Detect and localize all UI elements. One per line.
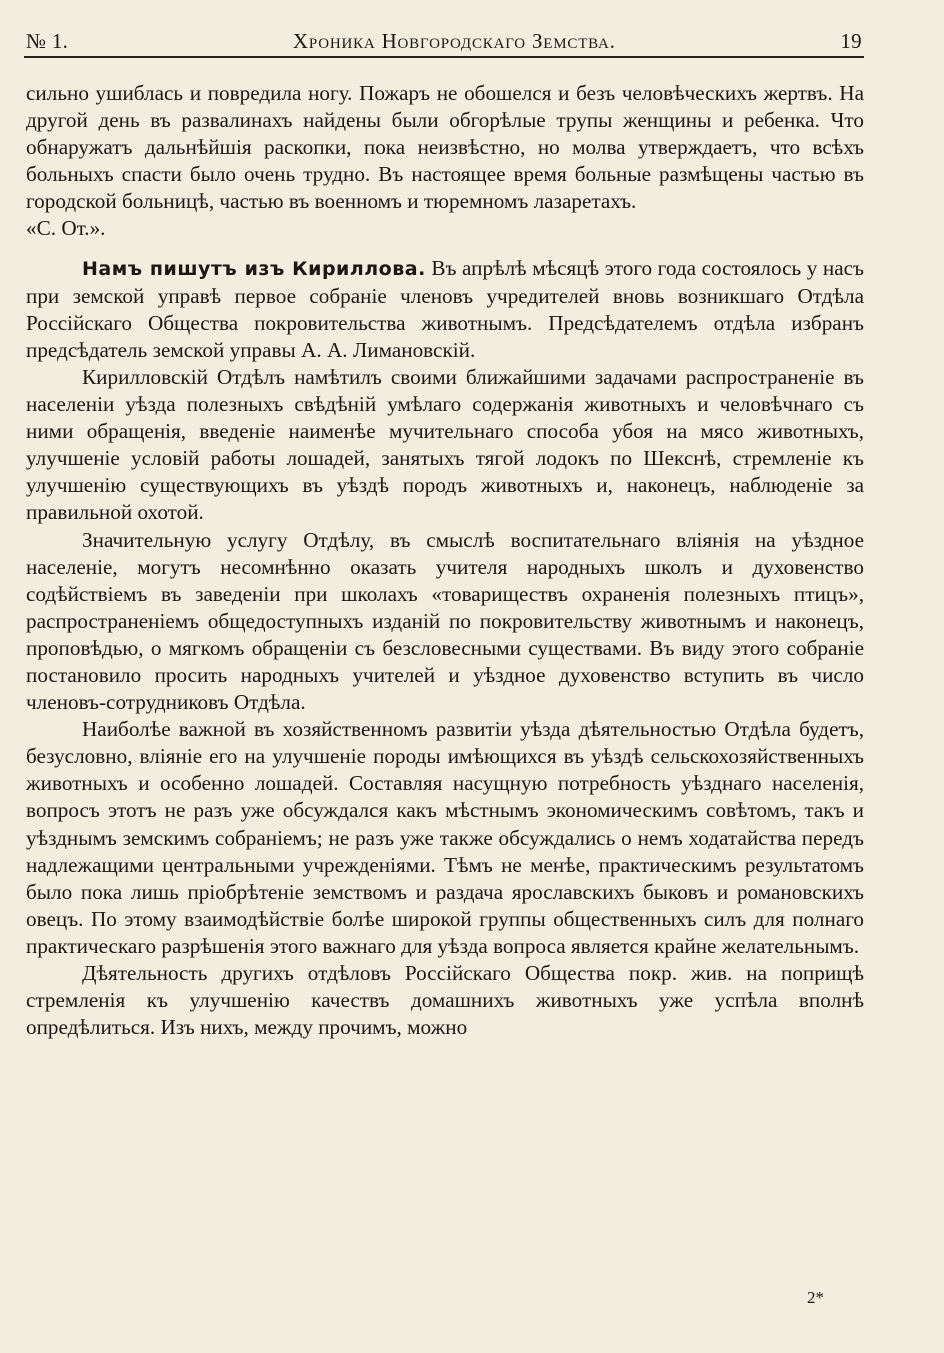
paragraph-livestock-breeding: Наиболѣе важной въ хозяйственномъ развитіи уѣзда дѣятельностью Отдѣла будетъ, безусловно, вліяніе его на улучшеніе породы имѣющихся въ уѣздѣ сельскохозяйственныхъ животныхъ и особенно лошадей. Составляя насущную потребность уѣзднаго населенія, вопросъ этотъ не разъ уже обсуждался какъ мѣстнымъ экономическимъ совѣтомъ, такъ и уѣзднымъ земскимъ собраніемъ; не разъ уже также обсуждались о немъ ходатайства передъ надлежащими центральными учрежденіями. Тѣмъ не менѣе, практическимъ результатомъ было пока лишь пріобрѣтеніе земствомъ и раздача ярославскихъ быковъ и романовскихъ овецъ. По этому взаимодѣйствіе болѣе широкой группы общественныхъ силъ для полнаго практическаго разрѣшенія этого важнаго для уѣзда вопроса является крайне желательнымъ. <box>26 717 864 958</box>
journal-title: Хроника Новгородскаго Земства. <box>292 29 616 53</box>
lead-heading: Намъ пишутъ изъ Кириллова. <box>82 257 426 280</box>
header-rule <box>24 56 864 58</box>
page-number: 19 <box>840 29 862 53</box>
printer-signature-mark: 2* <box>807 1288 824 1307</box>
section-gap <box>26 243 864 255</box>
paragraph-other-departments: Дѣятельность другихъ отдѣловъ Россійскаго Общества покр. жив. на поприщѣ стремленія къ улучшенію качествъ домашнихъ животныхъ уже успѣла вполнѣ опредѣлиться. Изъ нихъ, между прочимъ, можно <box>26 961 864 1040</box>
paragraph-fire-report: сильно ушиблась и повредила ногу. Пожаръ не обошелся и безъ человѣческихъ жертвъ. На другой день въ развалинахъ найдены были обгорѣлые трупы женщины и ребенка. Что обнаружатъ дальнѣйшія раскопки, пока неизвѣстно, но молва утверждаетъ, что всѣхъ больныхъ спасти было очень трудно. Въ настоящее время больные размѣщены частью въ городской больницѣ, частью въ военномъ и тюремномъ лазаретахъ. <box>26 81 864 214</box>
article-body <box>26 80 864 1041</box>
issue-number: № 1. <box>26 29 69 53</box>
paragraph-kirillov-text: Въ апрѣлѣ мѣсяцѣ этого года состоялось у насъ при земской управѣ первое собраніе членовъ учредителей вновь возникшаго Отдѣла Россійскаго Общества покровительства животнымъ. Предсѣдателемъ отдѣла избранъ предсѣдатель земской управы А. А. Лимановскій. <box>26 255 864 362</box>
paragraph-teachers-clergy: Значительную услугу Отдѣлу, въ смыслѣ воспитательнаго вліянія на уѣздное населеніе, могутъ несомнѣнно оказать учителя народныхъ школъ и духовенство содѣйствіемъ въ заведеніи при школахъ «товариществъ охраненія полезныхъ птицъ», распространеніемъ общедоступныхъ изданій по покровительству животнымъ и наконецъ, проповѣдью, о мягкомъ обращеніи съ безсловесными существами. Въ виду этого собраніе постановило просить народныхъ учителей и уѣздное духовенство вступить въ число членовъ-сотрудниковъ Отдѣла. <box>26 527 864 715</box>
paragraph-kirillov-news <box>26 255 864 364</box>
paragraph-department-goals: Кирилловскій Отдѣлъ намѣтилъ своими ближайшими задачами распространеніе въ населеніи уѣзда полезныхъ свѣдѣній умѣлаго содержанія животныхъ и человѣчнаго съ ними обращенія, введеніе наименѣе мучительнаго способа убоя на мясо животныхъ, улучшеніе условій работы лошадей, занятыхъ тягой лодокъ по Шекснѣ, стремленіе къ улучшенію существующихъ въ уѣздѣ породъ животныхъ и, наконецъ, наблюденіе за правильной охотой. <box>26 364 864 525</box>
report-signature: «С. От.». <box>26 216 106 241</box>
running-header <box>26 24 862 54</box>
